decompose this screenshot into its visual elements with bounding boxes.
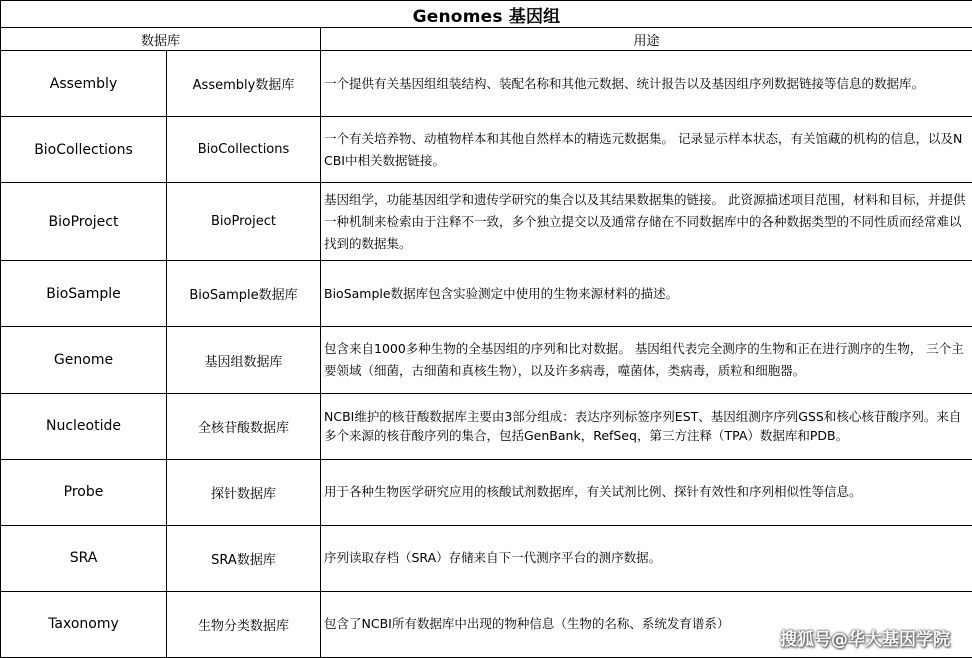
row-description: 包含了NCBI所有数据库中出现的物种信息（生物的名称、系统发育谱系）	[321, 591, 972, 657]
table-row	[1, 51, 972, 117]
header-usage: 用途	[321, 28, 972, 51]
row-database: 基因组数据库	[167, 327, 321, 393]
row-name: BioProject	[1, 183, 167, 261]
row-name: BioSample	[1, 261, 167, 327]
table-title: Genomes 基因组	[1, 1, 972, 28]
row-description: 一个提供有关基因组组装结构、装配名称和其他元数据、统计报告以及基因组序列数据链接等信息的数据库。	[321, 51, 972, 117]
table-row	[1, 327, 972, 393]
row-database: Assembly数据库	[167, 51, 321, 117]
row-database: BioCollections	[167, 117, 321, 183]
watermark: 搜狐号@华大基因学院	[780, 630, 950, 650]
table-row	[1, 393, 972, 459]
row-description: NCBI维护的核苷酸数据库主要由3部分组成：表达序列标签序列EST、基因组测序序列GSS和核心核苷酸序列。来自多个来源的核苷酸序列的集合，包括GenBank，RefSeq，第三方注释（TPA）数据库和PDB。	[321, 393, 972, 459]
row-name: Probe	[1, 459, 167, 525]
header-row	[1, 28, 972, 51]
row-database: 探针数据库	[167, 459, 321, 525]
row-database: 生物分类数据库	[167, 591, 321, 657]
row-database: SRA数据库	[167, 525, 321, 591]
row-description: 用于各种生物医学研究应用的核酸试剂数据库，有关试剂比例、探针有效性和序列相似性等信息。	[321, 459, 972, 525]
row-description: 一个有关培养物、动植物样本和其他自然样本的精选元数据集。 记录显示样本状态，有关馆藏的机构的信息，以及NCBI中相关数据链接。	[321, 117, 972, 183]
row-name: Taxonomy	[1, 591, 167, 657]
table-row	[1, 261, 972, 327]
row-database: BioSample数据库	[167, 261, 321, 327]
row-description: 序列读取存档（SRA）存储来自下一代测序平台的测序数据。	[321, 525, 972, 591]
header-database: 数据库	[1, 28, 321, 51]
row-name: BioCollections	[1, 117, 167, 183]
row-name: Nucleotide	[1, 393, 167, 459]
row-name: Genome	[1, 327, 167, 393]
row-description: 基因组学，功能基因组学和遗传学研究的集合以及其结果数据集的链接。 此资源描述项目范围，材料和目标，并提供一种机制来检索由于注释不一致，多个独立提交以及通常存储在不同数据库中的各种数据类型的不同性质而经常难以找到的数据集。	[321, 183, 972, 261]
title-row	[1, 1, 972, 28]
row-name: SRA	[1, 525, 167, 591]
row-description: BioSample数据库包含实验测定中使用的生物来源材料的描述。	[321, 261, 972, 327]
row-description: 包含来自1000多种生物的全基因组的序列和比对数据。 基因组代表完全测序的生物和正在进行测序的生物， 三个主要领域（细菌，古细菌和真核生物），以及许多病毒，噬菌体，类病毒，质粒和细胞器。	[321, 327, 972, 393]
row-name: Assembly	[1, 51, 167, 117]
table-row	[1, 183, 972, 261]
table-row	[1, 525, 972, 591]
table-row	[1, 459, 972, 525]
table-row	[1, 117, 972, 183]
row-database: 全核苷酸数据库	[167, 393, 321, 459]
row-database: BioProject	[167, 183, 321, 261]
